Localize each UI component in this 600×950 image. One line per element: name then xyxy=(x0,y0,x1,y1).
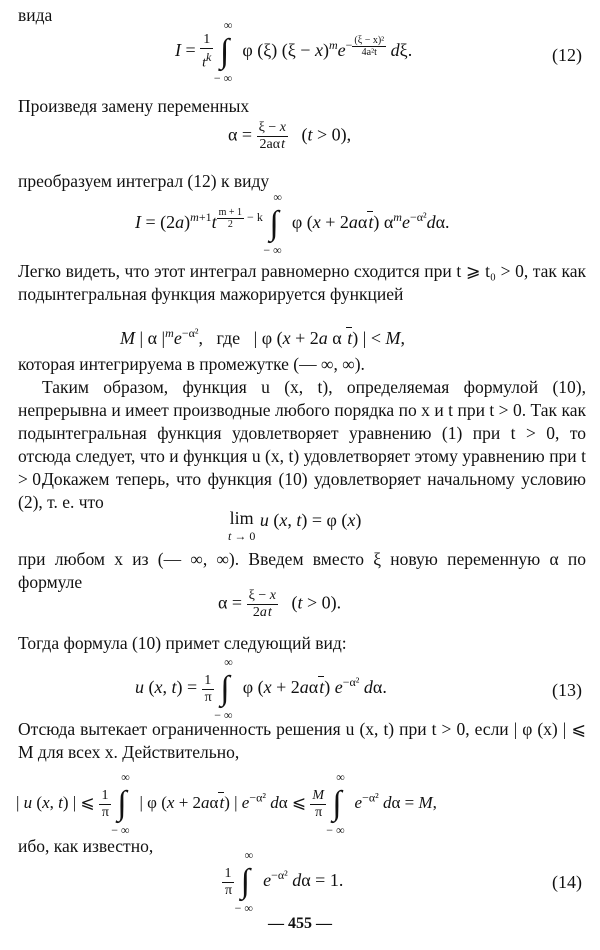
equation-bound: | u (x, t) | ⩽ $\frac{1}{\pi}$ ∞ ∫ − ∞ | φ (x + 2aαt) | $e^{-\alpha^2}$ dα ⩽ $\frac{M}{\pi}$ ∞ ∫ − ∞ $e^{-\alpha^2}$ dα = M, xyxy=(16,770,437,837)
equation-13-number: (13) xyxy=(552,680,582,700)
equation-13: u (x, t) = $\frac{1}{\pi}$ ∞ ∫ − ∞ φ (x + 2aαt) $e^{-\alpha^2}$ dα. xyxy=(135,655,387,722)
equation-alpha-formula: α = $\frac{\xi - x}{2at}$ (t > 0). xyxy=(218,588,342,620)
paragraph-thus: Таким образом, функция u (x, t), определяемая формулой (10), непрерывна и имеет производные любого порядка по x и t при t > 0. Так как подынтегральная функция удовлетворяет уравнению (1) при t > 0, то отсюда следует, что и функция u (x, t) удовлетворяет этому уравнению при t > 0. xyxy=(18,377,586,489)
majorant-where: где xyxy=(216,328,241,348)
equation-14-number: (14) xyxy=(552,872,582,892)
equation-transformed-integral: $I = (2a)^{m+1}t$ $^{\frac{m + 1}{2} - k}$ ∞ ∫ − ∞ φ (x + 2aαt) $\alpha^me^{-\alpha^2}d\alpha$. xyxy=(135,190,450,257)
paragraph-substitution: Произведя замену переменных xyxy=(18,96,250,116)
paragraph-integrable: которая интегрируема в промежутке (— ∞, ∞). xyxy=(18,354,365,374)
equation-12-number: (12) xyxy=(552,45,582,65)
equation-limit: lim t → 0 u (x, t) = φ (x) xyxy=(228,508,362,543)
paragraph-then: Тогда формула (10) примет следующий вид: xyxy=(18,633,347,653)
equation-14: $\frac{1}{\pi}$ ∞ ∫ − ∞ $e^{-\alpha^2}$ dα = 1. xyxy=(222,858,343,906)
paragraph-hence: Отсюда вытекает ограниченность решения u (x, t) при t > 0, если | φ (x) | ⩽ M для всех x. Действительно, xyxy=(18,719,586,762)
equation-12: I = $\frac{1}{t^k}$ ∞ ∫ − ∞ φ (ξ) $(\xi - x)^me^{- \frac{\text{(ξ − x)²}}{\text{4a²t}}}$ dξ. xyxy=(175,18,413,85)
page-number: — 455 — xyxy=(268,915,332,932)
paragraph-transform: преобразуем интеграл (12) к виду xyxy=(18,171,270,191)
paragraph-easy: Легко видеть, что этот интеграл равномерно сходится при t ⩾ t₀ > 0, так как подынтегральная функция мажорируется функцией xyxy=(18,261,586,304)
paragraph-since: ибо, как известно, xyxy=(18,836,154,856)
equation-majorant: M | α $|^me^{-\alpha^2}$, где | φ (x + 2a α t) | < M, xyxy=(120,326,405,348)
paragraph-prove: Докажем теперь, что функция (10) удовлетворяет начальному условию (2), т. е. что xyxy=(18,469,586,512)
word-vida: вида xyxy=(18,5,53,25)
equation-alpha-substitution: α = $\frac{\xi - x}{\text{2aαt}}$ (t > 0), xyxy=(228,120,352,152)
paragraph-any: при любом x из (— ∞, ∞). Введем вместо ξ новую переменную α по формуле xyxy=(18,549,586,592)
